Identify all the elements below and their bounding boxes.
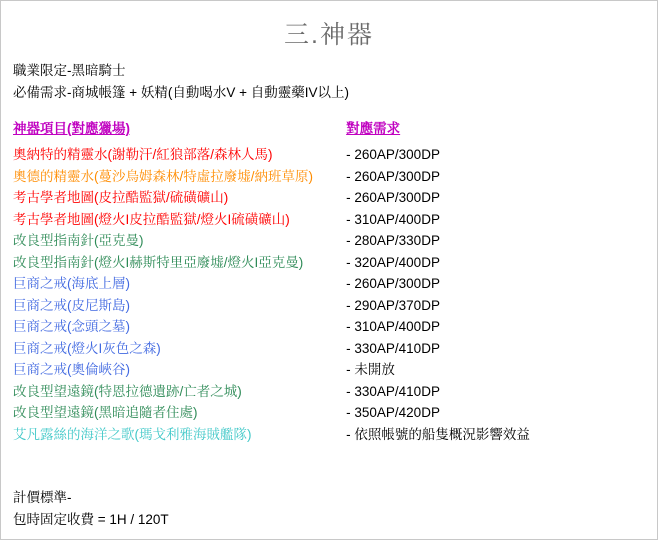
artifact-name-cell: 考古學者地圖(燈火I皮拉酷監獄/燈火I硫磺礦山) bbox=[13, 211, 290, 227]
artifact-name-cell: 巨商之戒(皮尼斯島) bbox=[13, 297, 130, 313]
artifact-requirement-cell: - 280AP/330DP bbox=[346, 233, 440, 248]
artifact-name-cell: 巨商之戒(奧倫峽谷) bbox=[13, 362, 130, 377]
table-body bbox=[13, 144, 649, 445]
artifact-name-cell: 奧納特的精靈水(謝勒汗/紅狼部落/森林人馬) bbox=[13, 147, 273, 162]
artifact-name-cell: 考古學者地圖(皮拉酷監獄/硫磺礦山) bbox=[13, 190, 229, 205]
artifact-name-cell: 改良型指南針(燈火I赫斯特里亞廢墟/燈火I亞克曼) bbox=[13, 254, 304, 270]
required-items-line: 必備需求-商城帳篷 + 妖精(自動喝水V + 自動靈藥IV以上) bbox=[13, 85, 350, 100]
artifact-table bbox=[13, 117, 649, 445]
table-row bbox=[13, 381, 649, 403]
table-row bbox=[13, 424, 649, 446]
table-row bbox=[13, 166, 649, 188]
table-row bbox=[13, 252, 649, 274]
table-head bbox=[13, 117, 649, 144]
table-header-row bbox=[13, 117, 649, 144]
artifact-requirement-cell: - 310AP/400DP bbox=[346, 319, 440, 334]
artifact-table-wrapper bbox=[1, 117, 657, 445]
table-row bbox=[13, 359, 649, 381]
class-restriction-line: 職業限定-黑暗騎士 bbox=[13, 63, 126, 78]
artifact-name-cell: 巨商之戒(海底上層) bbox=[13, 276, 130, 291]
table-row bbox=[13, 295, 649, 317]
artifact-name-cell: 奧德的精靈水(蔓沙烏姆森林/特虛拉廢墟/納班草原) bbox=[13, 168, 313, 184]
pricing-rate: 包時固定收費 = 1H / 120T bbox=[13, 512, 169, 527]
pricing-block bbox=[13, 487, 169, 531]
artifact-name-cell: 艾凡露絲的海洋之歌(瑪戈利雅海賊艦隊) bbox=[13, 426, 252, 442]
table-row bbox=[13, 144, 649, 166]
table-row bbox=[13, 187, 649, 209]
pricing-title: 計價標準- bbox=[13, 490, 72, 505]
artifact-requirement-cell: - 330AP/410DP bbox=[346, 340, 440, 356]
artifact-requirement-cell: - 260AP/300DP bbox=[346, 276, 440, 291]
column-header-item: 神器項目(對應獵場) bbox=[13, 121, 130, 136]
table-row bbox=[13, 230, 649, 252]
table-row bbox=[13, 402, 649, 424]
artifact-name-cell: 改良型指南針(亞克曼) bbox=[13, 233, 144, 248]
column-header-requirement: 對應需求 bbox=[346, 121, 401, 136]
artifact-requirement-cell: - 260AP/300DP bbox=[346, 190, 440, 205]
artifact-name-cell: 巨商之戒(念頭之墓) bbox=[13, 319, 130, 334]
artifact-requirement-cell: - 未開放 bbox=[346, 362, 395, 377]
artifact-requirement-cell: - 260AP/300DP bbox=[346, 168, 440, 184]
artifact-requirement-cell: - 260AP/300DP bbox=[346, 147, 440, 162]
artifact-requirement-cell: - 320AP/400DP bbox=[346, 254, 440, 270]
artifact-name-cell: 改良型望遠鏡(黑暗追隨者住處) bbox=[13, 405, 198, 420]
artifact-requirement-cell: - 依照帳號的船隻概況影響效益 bbox=[346, 426, 530, 442]
artifact-requirement-cell: - 330AP/410DP bbox=[346, 383, 440, 399]
artifact-requirement-cell: - 290AP/370DP bbox=[346, 297, 440, 313]
table-row bbox=[13, 338, 649, 360]
table-row bbox=[13, 316, 649, 338]
page-title: 三.神器 bbox=[284, 21, 374, 49]
requirements-block bbox=[1, 61, 657, 103]
table-row bbox=[13, 273, 649, 295]
table-row bbox=[13, 209, 649, 231]
artifact-requirement-cell: - 310AP/400DP bbox=[346, 211, 440, 227]
artifact-requirement-cell: - 350AP/420DP bbox=[346, 405, 440, 420]
artifact-name-cell: 改良型望遠鏡(特恩拉德遺跡/亡者之城) bbox=[13, 383, 242, 399]
artifact-name-cell: 巨商之戒(燈火I灰色之森) bbox=[13, 340, 161, 356]
